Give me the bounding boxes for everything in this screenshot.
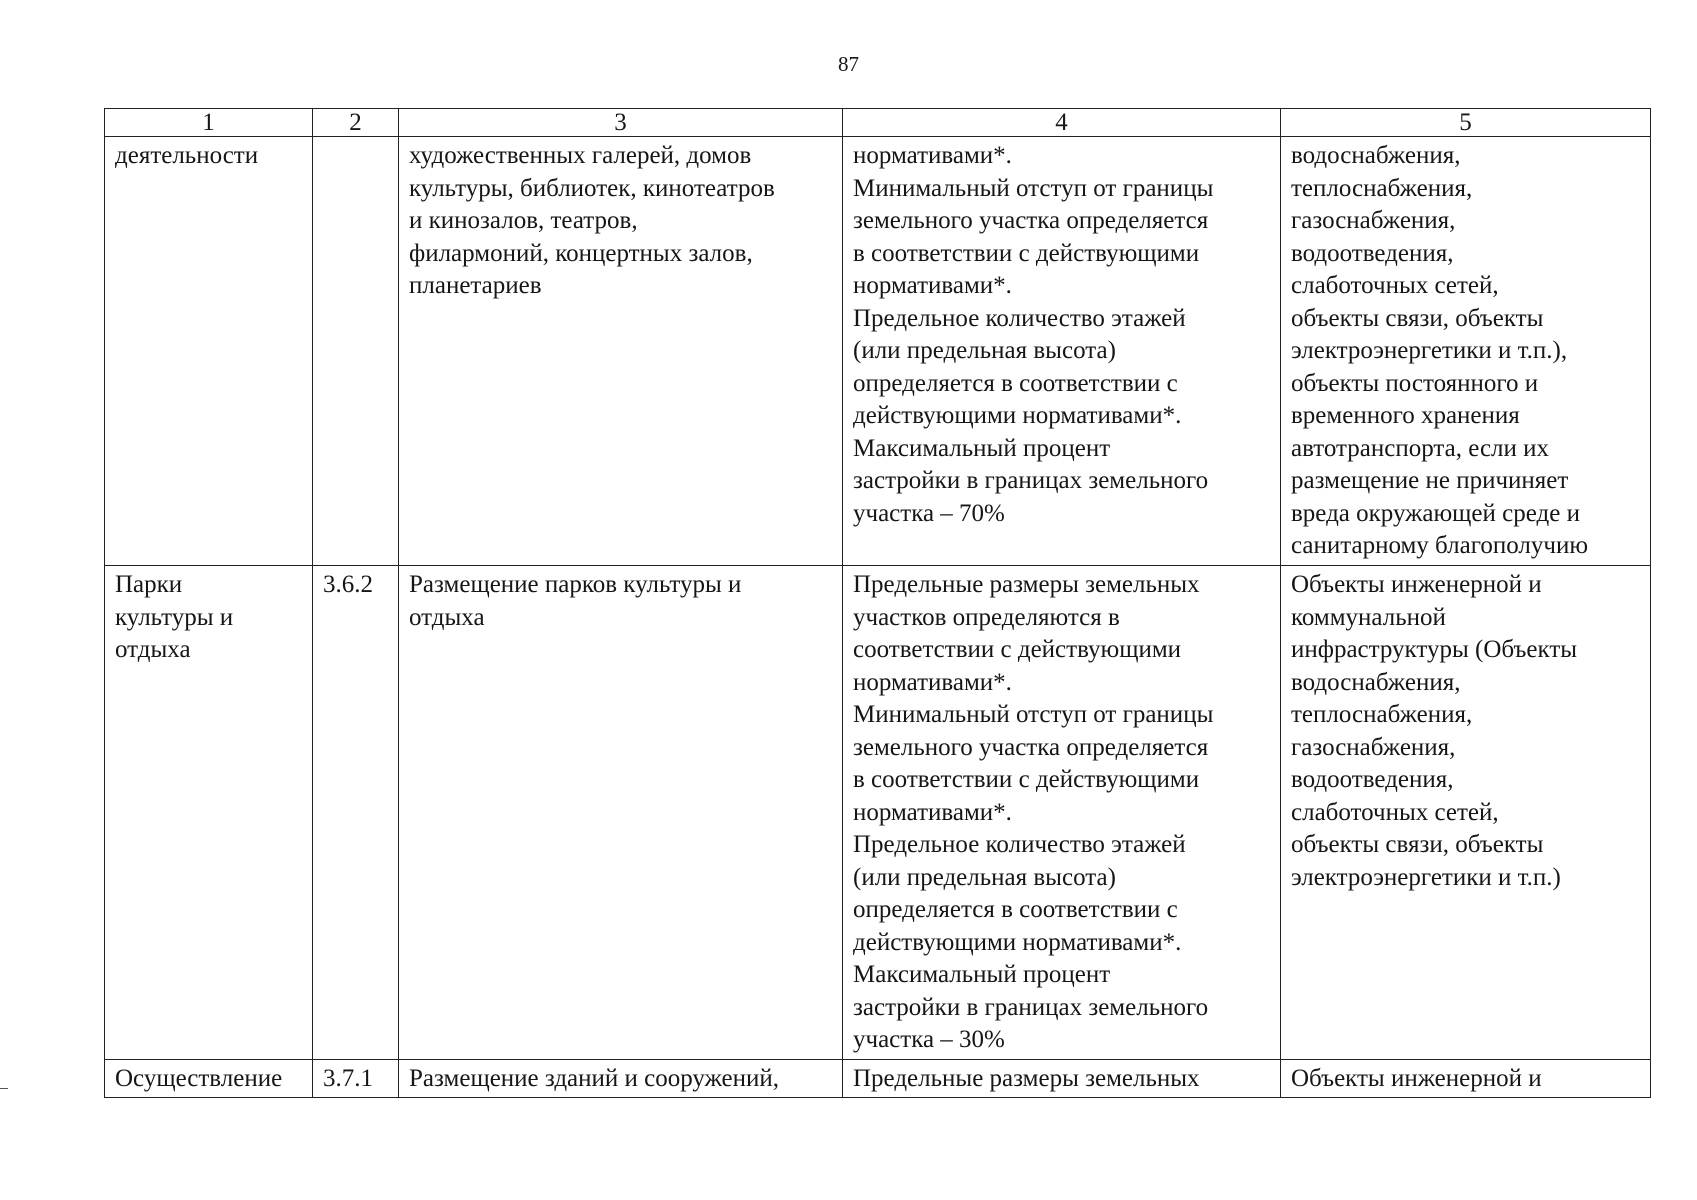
- use-type-cell: [105, 566, 313, 1060]
- cell-text-line: автотранспорта, если их: [1291, 434, 1550, 462]
- use-type-cell: [105, 1059, 313, 1098]
- cell-text-line: в соответствии с действующими: [853, 239, 1200, 267]
- cell-text-line: участка – 30%: [853, 1026, 1005, 1053]
- land-use-table: [104, 108, 1651, 1098]
- cell-text-line: санитарному благополучию: [1291, 532, 1589, 559]
- table-row: [105, 1059, 1651, 1098]
- page-number: 87: [838, 52, 859, 76]
- cell-text-line: газоснабжения,: [1291, 207, 1456, 234]
- cell-text-line: нормативами*.: [853, 142, 1012, 169]
- cell-text-line: действующими нормативами*.: [853, 402, 1182, 429]
- cell-text-line: Предельные размеры земельных: [853, 1064, 1200, 1092]
- header-cell: 3: [399, 109, 843, 137]
- cell-text-line: нормативами*.: [853, 668, 1012, 696]
- cell-text-line: соответствии с действующими: [853, 636, 1182, 663]
- cell-text-line: действующими нормативами*.: [853, 928, 1182, 956]
- cell-text-line: коммунальной: [1291, 603, 1446, 631]
- use-type-cell: [105, 137, 313, 566]
- cell-text-line: вреда окружающей среде и: [1291, 499, 1580, 527]
- cell-text-line: (или предельная высота): [853, 863, 1116, 891]
- cell-text-line: (или предельная высота): [853, 337, 1116, 364]
- cell-text-line: Парки: [115, 571, 183, 598]
- cell-text-line: Минимальный отступ от границы: [853, 701, 1214, 728]
- cell-text-line: 3.6.2: [323, 571, 373, 598]
- cell-text-line: определяется в соответствии с: [853, 369, 1178, 397]
- cell-text-line: водоснабжения,: [1291, 142, 1461, 169]
- cell-text-line: участка – 70%: [853, 499, 1005, 527]
- cell-text-line: слаботочных сетей,: [1291, 798, 1499, 826]
- cell-text-line: филармоний, концертных залов,: [409, 239, 753, 267]
- header-cell: 5: [1281, 109, 1651, 137]
- cell-text-line: размещение не причиняет: [1291, 467, 1569, 494]
- cell-text-line: участков определяются в: [853, 603, 1120, 631]
- cell-text-line: отдыха: [115, 636, 191, 663]
- related-objects-cell: [1281, 1059, 1651, 1098]
- cell-text-line: электроэнергетики и т.п.),: [1291, 337, 1568, 364]
- cell-text-line: Предельные размеры земельных: [853, 571, 1200, 598]
- code-cell: [313, 137, 399, 566]
- cell-text-line: временного хранения: [1291, 402, 1520, 429]
- description-cell: [399, 1059, 843, 1098]
- related-objects-cell: [1281, 137, 1651, 566]
- cell-text-line: в соответствии с действующими: [853, 766, 1200, 793]
- cell-text-line: объекты связи, объекты: [1291, 304, 1544, 332]
- margin-mark: [0, 1088, 8, 1089]
- code-cell: [313, 566, 399, 1060]
- cell-text-line: деятельности: [115, 142, 259, 169]
- cell-text-line: слаботочных сетей,: [1291, 272, 1499, 299]
- cell-text-line: нормативами*.: [853, 798, 1012, 826]
- cell-text-line: застройки в границах земельного: [853, 993, 1209, 1021]
- header-cell: 1: [105, 109, 313, 137]
- cell-text-line: газоснабжения,: [1291, 733, 1456, 761]
- cell-text-line: Объекты инженерной и: [1291, 571, 1542, 598]
- description-cell: [399, 566, 843, 1060]
- cell-text-line: Объекты инженерной и: [1291, 1064, 1542, 1092]
- cell-text-line: Размещение зданий и сооружений,: [409, 1064, 780, 1092]
- parameters-cell: [843, 566, 1281, 1060]
- cell-text-line: теплоснабжения,: [1291, 701, 1473, 728]
- code-cell: [313, 1059, 399, 1098]
- cell-text-line: отдыха: [409, 603, 485, 631]
- cell-text-line: земельного участка определяется: [853, 207, 1209, 234]
- cell-text-line: электроэнергетики и т.п.): [1291, 863, 1561, 891]
- cell-text-line: объекты постоянного и: [1291, 369, 1539, 397]
- header-cell: 2: [313, 109, 399, 137]
- cell-text-line: Размещение парков культуры и: [409, 571, 742, 598]
- parameters-cell: [843, 1059, 1281, 1098]
- cell-text-line: водоснабжения,: [1291, 668, 1461, 696]
- cell-text-line: Предельное количество этажей: [853, 831, 1186, 858]
- cell-text-line: Минимальный отступ от границы: [853, 174, 1214, 202]
- cell-text-line: Предельное количество этажей: [853, 304, 1186, 332]
- parameters-cell: [843, 137, 1281, 566]
- cell-text-line: определяется в соответствии с: [853, 896, 1178, 923]
- cell-text-line: нормативами*.: [853, 272, 1012, 299]
- cell-text-line: культуры, библиотек, кинотеатров: [409, 174, 775, 202]
- cell-text-line: Максимальный процент: [853, 434, 1111, 462]
- cell-text-line: 3.7.1: [323, 1064, 373, 1092]
- cell-text-line: инфраструктуры (Объекты: [1291, 636, 1578, 663]
- cell-text-line: застройки в границах земельного: [853, 467, 1209, 494]
- cell-text-line: планетариев: [409, 272, 542, 299]
- cell-text-line: художественных галерей, домов: [409, 142, 752, 169]
- cell-text-line: земельного участка определяется: [853, 733, 1209, 761]
- cell-text-line: Максимальный процент: [853, 961, 1111, 988]
- description-cell: [399, 137, 843, 566]
- header-cell: 4: [843, 109, 1281, 137]
- cell-text-line: культуры и: [115, 603, 234, 631]
- table-row: [105, 137, 1651, 566]
- cell-text-line: водоотведения,: [1291, 766, 1454, 793]
- table-header-row: [105, 109, 1651, 137]
- cell-text-line: объекты связи, объекты: [1291, 831, 1544, 858]
- cell-text-line: теплоснабжения,: [1291, 174, 1473, 202]
- related-objects-cell: [1281, 566, 1651, 1060]
- cell-text-line: Осуществление: [115, 1064, 283, 1092]
- cell-text-line: водоотведения,: [1291, 239, 1454, 267]
- table-row: [105, 566, 1651, 1060]
- cell-text-line: и кинозалов, театров,: [409, 207, 638, 234]
